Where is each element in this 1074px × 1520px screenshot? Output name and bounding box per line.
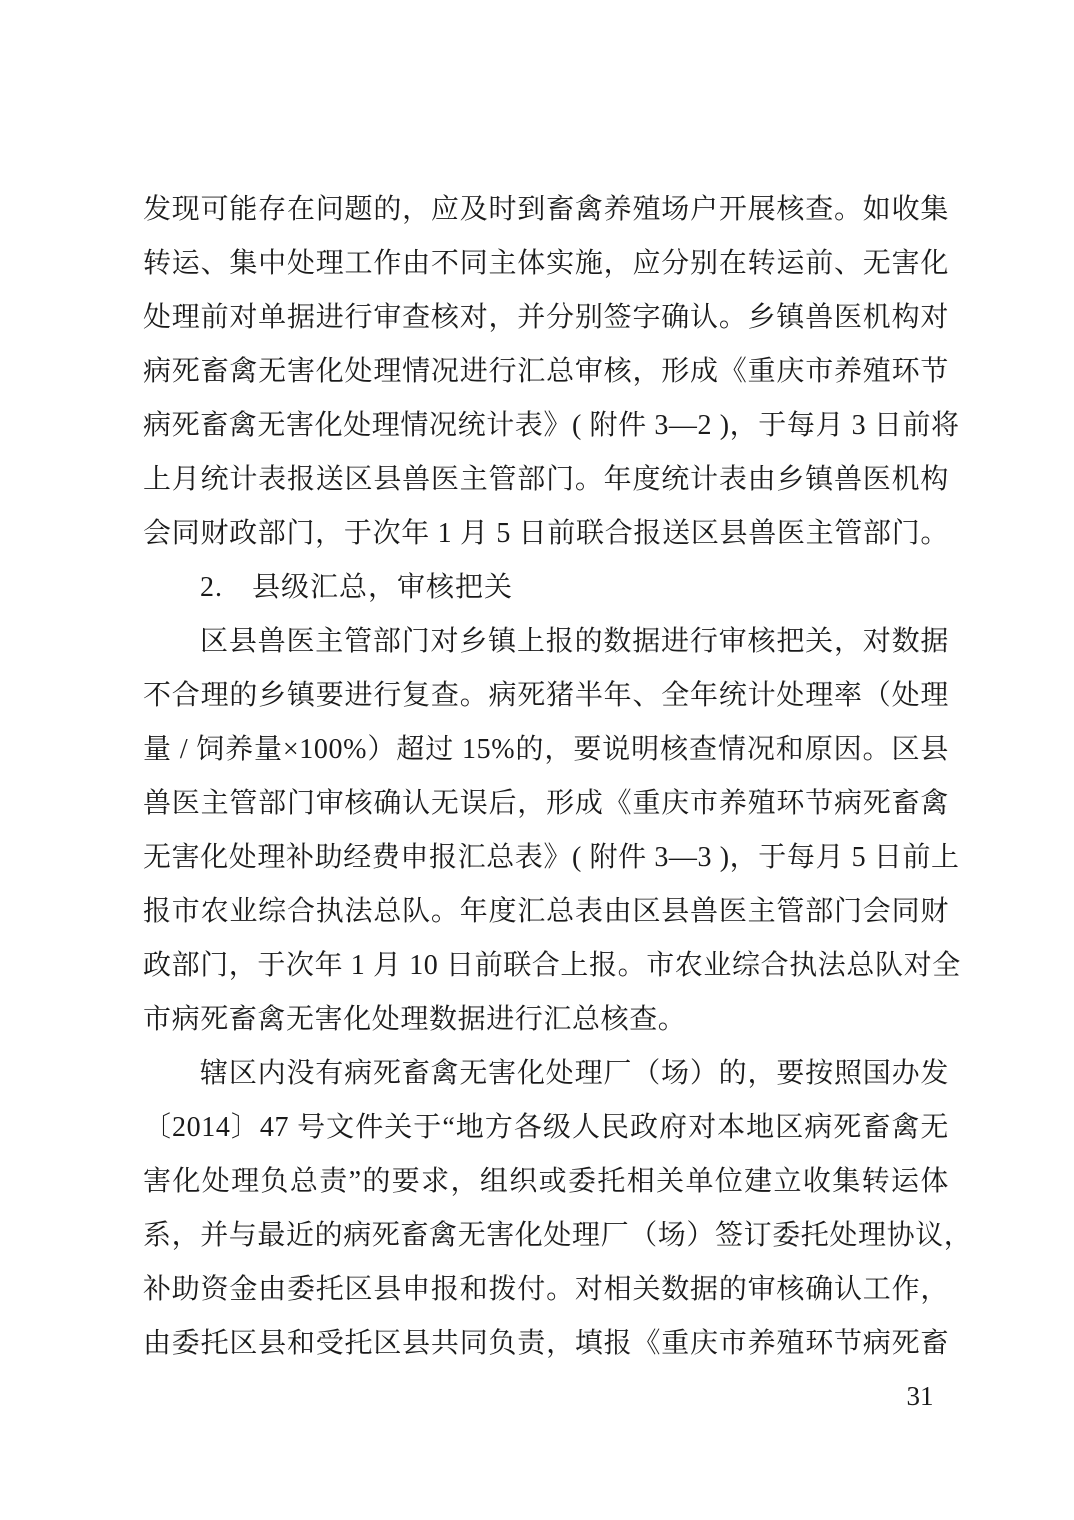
text-line: 病死畜禽无害化处理情况进行汇总审核，形成《重庆市养殖环节 bbox=[143, 356, 949, 387]
text-line: 转运、集中处理工作由不同主体实施，应分别在转运前、无害化 bbox=[143, 248, 949, 279]
text-line: 市病死畜禽无害化处理数据进行汇总核查。 bbox=[143, 1004, 687, 1035]
text-line: 病死畜禽无害化处理情况统计表》( 附件 3—2 )，于每月 3 日前将 bbox=[143, 410, 960, 441]
text-line: 报市农业综合执法总队。年度汇总表由区县兽医主管部门会同财 bbox=[143, 896, 949, 927]
page-number: 31 bbox=[906, 1381, 934, 1411]
text-line: 补助资金由委托区县申报和拨付。对相关数据的审核确认工作， bbox=[143, 1274, 949, 1305]
text-line: 系，并与最近的病死畜禽无害化处理厂（场）签订委托处理协议， bbox=[143, 1220, 973, 1251]
text-line: 区县兽医主管部门对乡镇上报的数据进行审核把关，对数据 bbox=[200, 626, 949, 657]
text-line: 害化处理负总责”的要求，组织或委托相关单位建立收集转运体 bbox=[143, 1166, 949, 1197]
text-line: 政部门，于次年 1 月 10 日前联合上报。市农业综合执法总队对全 bbox=[143, 950, 961, 981]
text-line: 量 / 饲养量×100%）超过 15%的，要说明核查情况和原因。区县 bbox=[143, 734, 949, 765]
text-line: 兽医主管部门审核确认无误后，形成《重庆市养殖环节病死畜禽 bbox=[143, 788, 949, 819]
text-line: 发现可能存在问题的，应及时到畜禽养殖场户开展核查。如收集 bbox=[143, 194, 949, 225]
text-line: 会同财政部门，于次年 1 月 5 日前联合报送区县兽医主管部门。 bbox=[143, 518, 949, 549]
text-line: 处理前对单据进行审查核对，并分别签字确认。乡镇兽医机构对 bbox=[143, 302, 949, 333]
section-heading: 2. 县级汇总，审核把关 bbox=[200, 572, 514, 603]
text-line: 〔2014〕47 号文件关于“地方各级人民政府对本地区病死畜禽无 bbox=[143, 1112, 949, 1143]
text-line: 上月统计表报送区县兽医主管部门。年度统计表由乡镇兽医机构 bbox=[143, 464, 949, 495]
text-line: 无害化处理补助经费申报汇总表》( 附件 3—3 )，于每月 5 日前上 bbox=[143, 842, 960, 873]
text-line: 不合理的乡镇要进行复查。病死猪半年、全年统计处理率（处理 bbox=[143, 680, 949, 711]
document-text-block bbox=[143, 183, 973, 1371]
text-line: 由委托区县和受托区县共同负责，填报《重庆市养殖环节病死畜 bbox=[143, 1328, 949, 1359]
text-line: 辖区内没有病死畜禽无害化处理厂（场）的，要按照国办发 bbox=[200, 1058, 949, 1089]
